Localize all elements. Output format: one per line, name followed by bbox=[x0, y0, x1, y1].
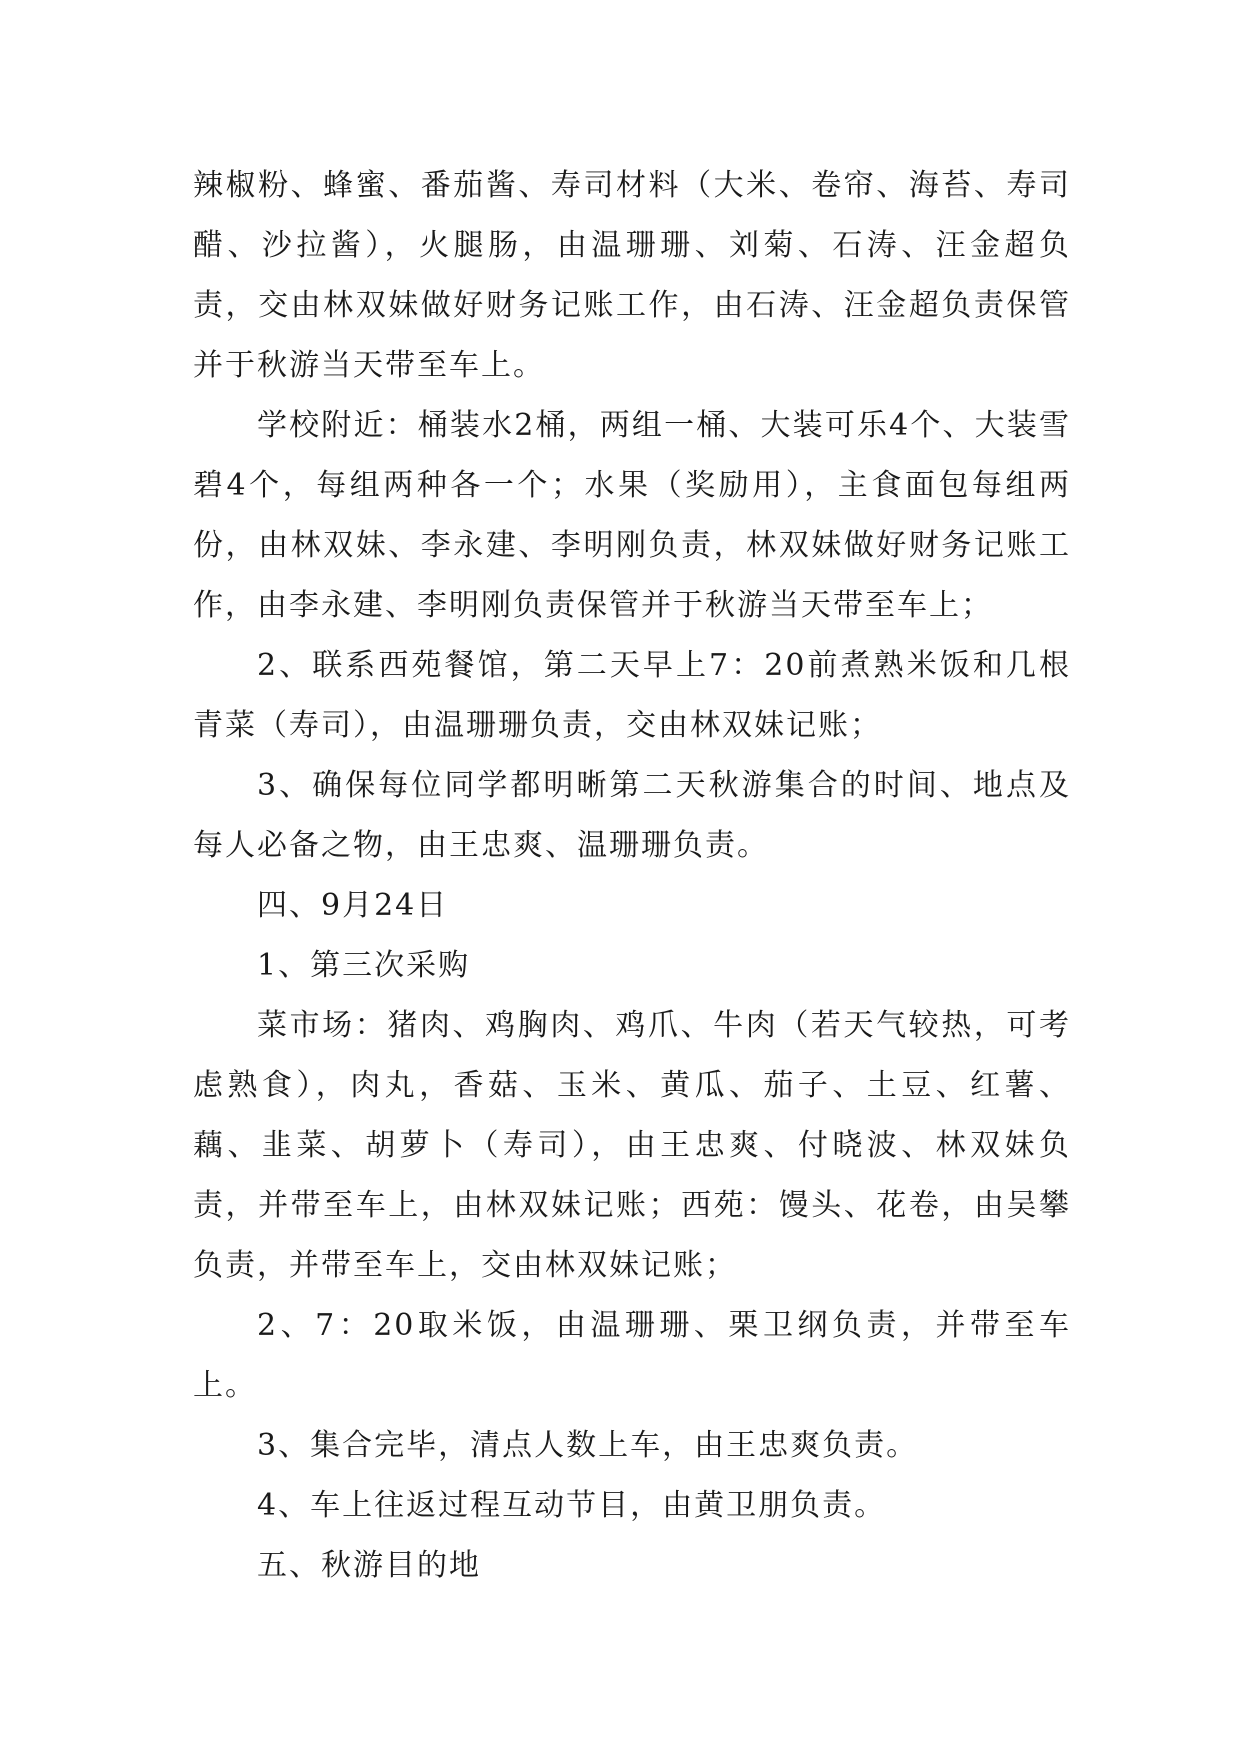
paragraph-ensure-classmates: 3、确保每位同学都明晰第二天秋游集合的时间、地点及每人必备之物，由王忠爽、温珊珊负责。 bbox=[193, 768, 1071, 863]
section-heading-sep-24: 四、9月24日 bbox=[257, 888, 449, 923]
paragraph-vegetable-market: 菜市场：猪肉、鸡胸肉、鸡爪、牛肉（若天气较热，可考虑熟食），肉丸，香菇、玉米、黄瓜、茄子、土豆、红薯、藕、韭菜、胡萝卜（寿司），由王忠爽、付晓波、林双妹负责，并带至车上，由林双妹记账；西苑：馒头、花卷，由吴攀负责，并带至车上，交由林双妹记账； bbox=[193, 1008, 1071, 1283]
paragraph-gather-board: 3、集合完毕，清点人数上车，由王忠爽负责。 bbox=[257, 1428, 919, 1463]
section-heading-destination: 五、秋游目的地 bbox=[257, 1548, 481, 1583]
paragraph-bus-activities: 4、车上往返过程互动节目，由黄卫朋负责。 bbox=[257, 1488, 887, 1523]
paragraph-school-nearby: 学校附近：桶装水2桶，两组一桶、大装可乐4个、大装雪碧4个，每组两种各一个；水果（奖励用），主食面包每组两份，由林双妹、李永建、李明刚负责，林双妹做好财务记账工作，由李永建、李明刚负责保管并于秋游当天带至车上； bbox=[193, 408, 1071, 623]
document-body bbox=[193, 156, 1071, 1596]
paragraph-purchase-list-continued: 辣椒粉、蜂蜜、番茄酱、寿司材料（大米、卷帘、海苔、寿司醋、沙拉酱），火腿肠，由温珊珊、刘菊、石涛、汪金超负责，交由林双妹做好财务记账工作，由石涛、汪金超负责保管并于秋游当天带至车上。 bbox=[193, 168, 1071, 383]
paragraph-pick-up-rice: 2、7：20取米饭，由温珊珊、栗卫纲负责，并带至车上。 bbox=[193, 1308, 1071, 1403]
paragraph-contact-restaurant: 2、联系西苑餐馆，第二天早上7：20前煮熟米饭和几根青菜（寿司），由温珊珊负责，交由林双妹记账； bbox=[193, 648, 1071, 743]
subheading-third-purchase: 1、第三次采购 bbox=[257, 948, 471, 983]
